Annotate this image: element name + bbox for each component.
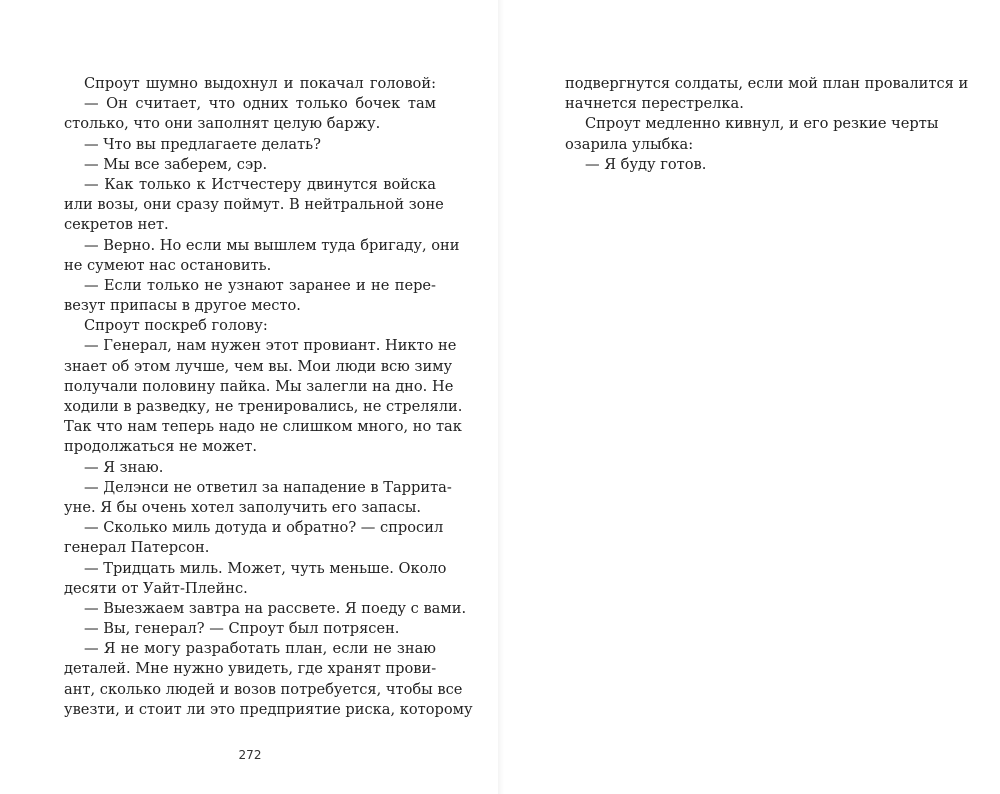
text-line: начнется перестрелка. [565,95,744,113]
text-line: получали половину пайка. Мы залегли на дно. Не [64,377,454,395]
text-line: озарила улыбка: [565,135,694,153]
text-line: везут припасы в другое место. [64,297,301,315]
text-line: — Я не могу разработать план, если не знаю [84,640,436,658]
text-line: — Я знаю. [84,458,164,476]
text-line: — Тридцать миль. Может, чуть меньше. Около [84,559,447,577]
text-line: — Мы все заберем, сэр. [84,155,268,173]
text-line: генерал Патерсон. [64,539,210,557]
text-line: Спроут медленно кивнул, и его резкие черты [585,115,939,133]
text-line: увезти, и стоит ли это предприятие риска, которому [64,700,473,718]
text-line: — Выезжаем завтра на рассвете. Я поеду с вами. [84,599,467,617]
text-line: десяти от Уайт-Плейнс. [64,579,248,597]
right-page [565,74,969,175]
text-line: не сумеют нас остановить. [64,256,272,274]
text-line: деталей. Мне нужно увидеть, где хранят прови- [64,660,437,678]
text-line: — Если только не узнают заранее и не пере- [84,276,436,294]
text-line: или возы, они сразу поймут. В нейтральной зоне [64,196,444,214]
text-line: секретов нет. [64,216,169,234]
book-gutter [498,0,504,794]
text-line: — Делэнси не ответил за нападение в Таррита- [84,478,452,496]
text-line: Так что нам теперь надо не слишком много, но так [64,418,462,436]
text-line: — Он считает, что одних только бочек там [84,95,436,113]
text-line: — Верно. Но если мы вышлем туда бригаду, они [84,236,460,254]
text-line: ант, сколько людей и возов потребуется, чтобы все [64,680,463,698]
text-line: — Как только к Истчестеру двинутся войска [84,175,436,193]
left-page [64,74,473,720]
text-line: ходили в разведку, не тренировались, не стреляли. [64,398,463,415]
text-line: — Сколько миль дотуда и обратно? — спросил [84,519,444,537]
text-line: уне. Я бы очень хотел заполучить его запасы. [64,498,421,516]
page-number: 272 [238,748,262,762]
text-line: — Генерал, нам нужен этот провиант. Никто не [84,337,457,355]
text-line: столько, что они заполнят целую баржу. [64,115,381,133]
text-line: продолжаться не может. [64,438,257,456]
text-line: Спроут поскреб голову: [84,317,268,335]
text-line: — Вы, генерал? — Спроут был потрясен. [84,620,400,638]
text-line: подвергнутся солдаты, если мой план провалится и [565,75,969,92]
text-line: Спроут шумно выдохнул и покачал головой: [84,75,436,92]
text-line: знает об этом лучше, чем вы. Мои люди всю зиму [64,357,453,375]
text-line: — Я буду готов. [585,155,707,173]
text-line: — Что вы предлагаете делать? [84,135,321,153]
